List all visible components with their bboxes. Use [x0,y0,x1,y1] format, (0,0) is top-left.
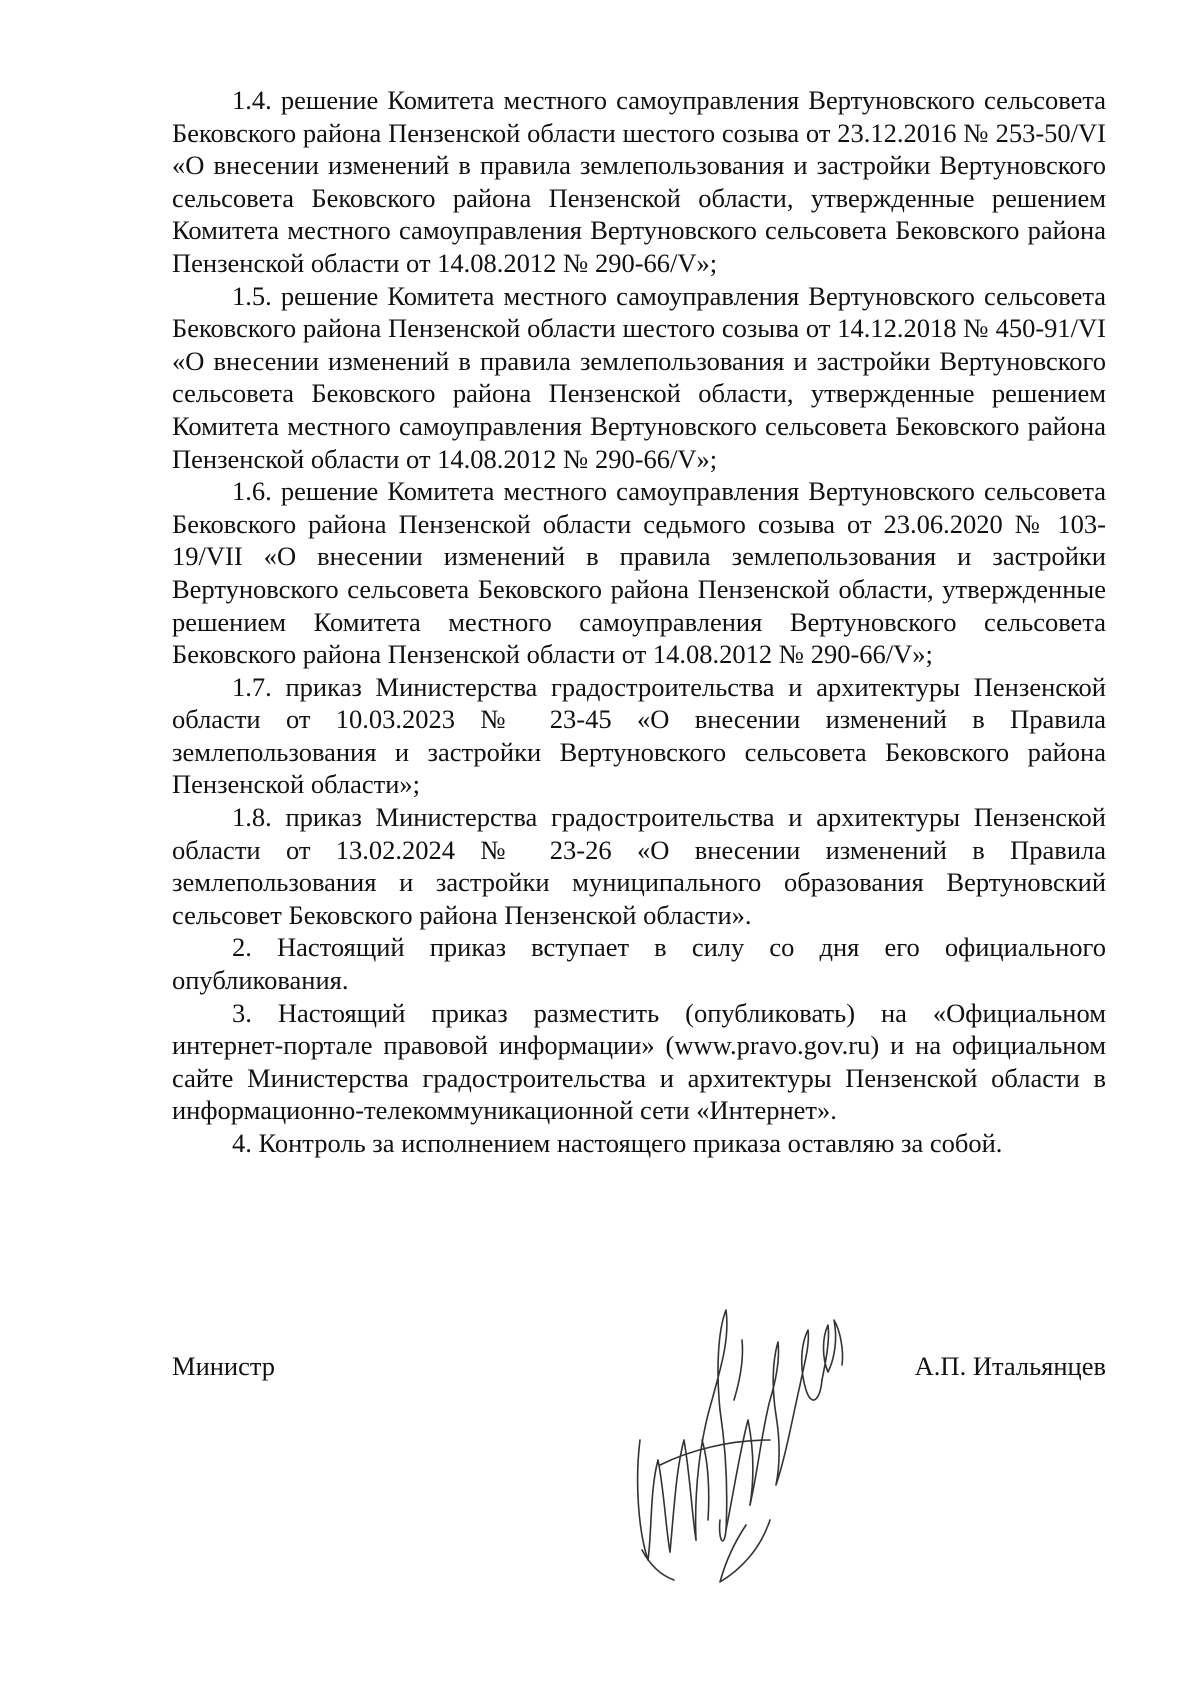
paragraph-4: 4. Контроль за исполнением настоящего приказа оставляю за собой. [232,1128,1003,1158]
handwritten-signature-icon [630,1290,860,1590]
document-body [172,84,1106,1160]
paragraph-1-7: 1.7. приказ Министерства градостроительства и архитектуры Пензенской области от 10.03.2023 № 23-45 «О внесении изменений в Правила землепользования и застройки Вертуновского сельсовета Бековского района Пензенской области»; [172,671,1106,800]
paragraph-1-4: 1.4. решение Комитета местного самоуправления Вертуновского сельсовета Бековского района Пензенской области шестого созыва от 23.12.2016 № 253-50/VI «О внесении изменений в правила землепользования и застройки Вертуновского сельсовета Бековского района Пензенской области, утвержденные решением Комитета местного самоуправления Вертуновского сельсовета Бековского района Пензенской области от 14.08.2012 № 290-66/V»; [172,85,1106,278]
paragraph-2: 2. Настоящий приказ вступает в силу со дня его официального опубликования. [172,932,1106,996]
signatory-name: А.П. Итальянцев [914,1351,1106,1381]
paragraph-1-5: 1.5. решение Комитета местного самоуправления Вертуновского сельсовета Бековского района Пензенской области шестого созыва от 14.12.2018 № 450-91/VI «О внесении изменений в правила землепользования и застройки Вертуновского сельсовета Бековского района Пензенской области, утвержденные решением Комитета местного самоуправления Вертуновского сельсовета Бековского района Пензенской области от 14.08.2012 № 290-66/V»; [172,280,1106,474]
paragraph-3: 3. Настоящий приказ разместить (опубликовать) на «Официальном интернет-портале правовой информации» (www.pravo.gov.ru) и на официальном сайте Министерства градостроительства и архитектуры Пензенской области в информационно-телекоммуникационной сети «Интернет». [172,997,1106,1126]
signatory-role: Министр [172,1351,276,1381]
paragraph-1-6: 1.6. решение Комитета местного самоуправления Вертуновского сельсовета Бековского района Пензенской области седьмого созыва от 23.06.2020 № 103-19/VII «О внесении изменений в правила землепользования и застройки Вертуновского сельсовета Бековского района Пензенской области, утвержденные решением Комитета местного самоуправления Вертуновского сельсовета Бековского района Пензенской области от 14.08.2012 № 290-66/V»; [172,476,1106,670]
paragraph-1-8: 1.8. приказ Министерства градостроительства и архитектуры Пензенской области от 13.02.2024 № 23-26 «О внесении изменений в Правила землепользования и застройки муниципального образования Вертуновский сельсовет Бековского района Пензенской области». [172,802,1106,930]
